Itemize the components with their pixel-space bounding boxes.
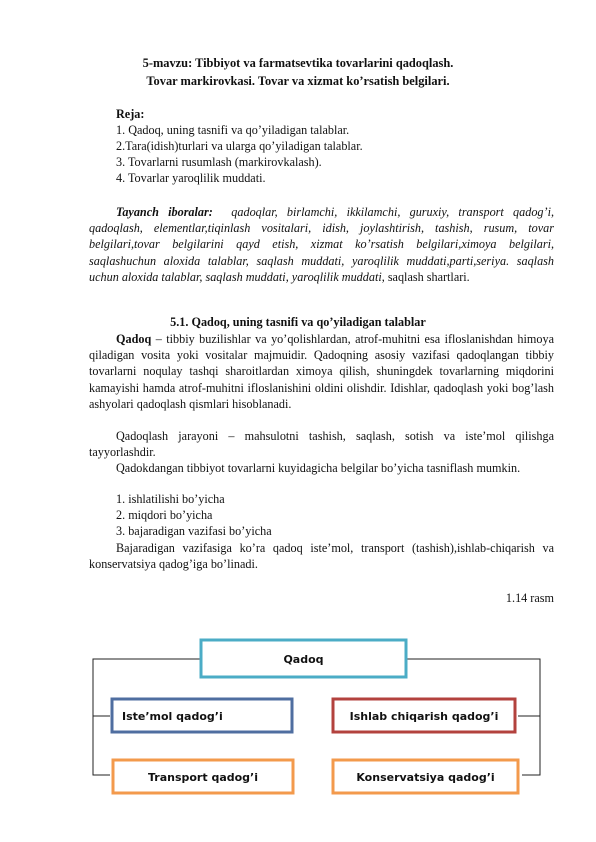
box-production-packaging bbox=[333, 699, 515, 732]
figure-caption: 1.14 rasm bbox=[505, 591, 554, 605]
paragraph-process: Qadoqlash jarayoni – mahsulotni tashish, saqlash, sotish va iste’mol qilishga tayyorlashdir. bbox=[89, 429, 554, 460]
box-consumer-packaging bbox=[112, 699, 292, 732]
topic-title-line-1: 5-mavzu: Tibbiyot va farmatsevtika tovarlarini qadoqlash. bbox=[142, 56, 454, 70]
paragraph-classification: Qadokdangan tibbiyot tovarlarni kuyidagicha belgilar bo’yicha tasniflash mumkin. bbox=[116, 461, 521, 475]
class-item-1: 1. ishlatilishi bo’yicha bbox=[116, 492, 225, 506]
topic-title-line-2: Tovar markirovkasi. Tovar va xizmat ko’rsatish belgilari. bbox=[146, 74, 450, 88]
box-transport-packaging bbox=[113, 760, 293, 793]
keywords-list: qadoqlar, birlamchi, ikkilamchi, guruxiy, transport qadog’i, qadoqlash, elementlar,tiqinlash vositalari, idish, joylashtirish, tashish, rusum, tovar belgilari,tovar belgilarini qayd etish, xizmat ko’rsatish belgilari,ximoya belgilari, saqlashuchun aloxida talablar, saqlash muddati, yaroqlilik muddati,parti,seriya. saqlash uchun aloxida talablar, saqlash muddati, yaroqlilik muddati bbox=[89, 205, 554, 284]
plan-item-4: 4. Tovarlar yaroqlilik muddati. bbox=[116, 171, 266, 185]
root-box-label: Qadoq bbox=[283, 653, 324, 666]
keywords-tail: , saqlash shartlari. bbox=[381, 269, 470, 284]
root-box bbox=[201, 640, 406, 677]
plan-item-1: 1. Qadoq, uning tasnifi va qo’yiladigan talablar. bbox=[116, 123, 350, 137]
plan-item-2: 2.Tara(idish)turlari va ularga qo’yiladigan talablar. bbox=[116, 139, 363, 153]
box-consumer-packaging-label: Iste’mol qadog’i bbox=[122, 710, 223, 723]
box-conservation-packaging-label: Konservatsiya qadog’i bbox=[356, 771, 495, 784]
definition-text: – tibbiy buzilishlar va yo’qolishlardan, atrof-muhitni esa ifloslanishdan himoya qiladigan vosita yoki vositalar majmuidir. Qadoqning asosiy vazifasi qadoqlangan tibbiy tovarlarni noqulay tashqi sharoitlardan ximoya qilish, shuningdek tovarlarning miqdorini kamayishi hamda atrof-muhitni ifloslanishini oldini olishdir. Idishlar, qadoqlash yoki bog’lash ashyolari qadoqlash qismlari hisoblanadi. bbox=[89, 332, 554, 411]
plan-item-3: 3. Tovarlarni rusumlash (markirovkalash). bbox=[116, 155, 322, 169]
section-heading: 5.1. Qadoq, uning tasnifi va qo’yiladigan talablar bbox=[170, 315, 426, 329]
plan-heading: Reja: bbox=[116, 107, 145, 121]
keywords-label: Tayanch iboralar: bbox=[116, 205, 213, 219]
paragraph-functions: Bajaradigan vazifasiga ko’ra qadoq iste’mol, transport (tashish),ishlab-chiqarish va konservatsiya qadog’iga bo’linadi. bbox=[89, 541, 554, 572]
box-production-packaging-label: Ishlab chiqarish qadog’i bbox=[349, 710, 499, 723]
box-transport-packaging-label: Transport qadog’i bbox=[147, 771, 259, 784]
class-item-2: 2. miqdori bo’yicha bbox=[116, 508, 213, 522]
term-qadoq: Qadoq bbox=[116, 332, 152, 346]
box-conservation-packaging bbox=[333, 760, 518, 793]
class-item-3: 3. bajaradigan vazifasi bo’yicha bbox=[116, 524, 272, 538]
